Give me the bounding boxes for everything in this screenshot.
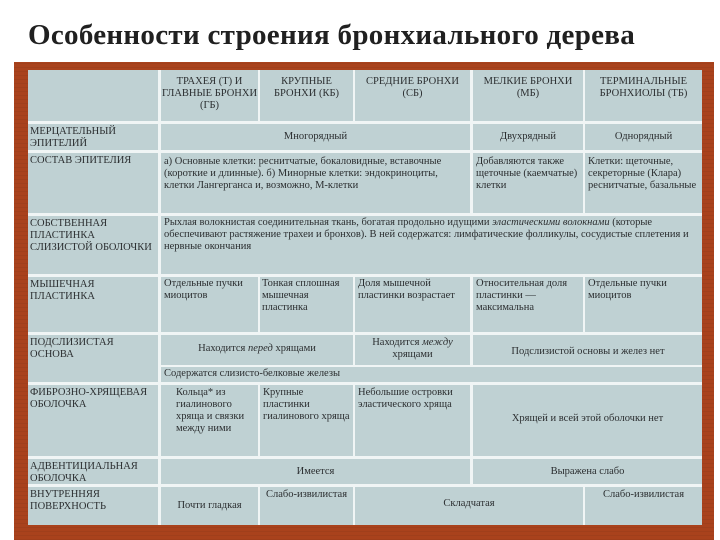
row-label-lamina-propria: СОБСТВЕННАЯ ПЛАСТИНКА СЛИЗИСТОЙ ОБОЛОЧКИ [30, 218, 152, 253]
header-large-bronchi: КРУПНЫЕ БРОНХИ (КБ) [274, 76, 339, 99]
grid-line [353, 383, 355, 457]
composition-terminal: Клетки: щеточные, секреторные (Клара) реснитчатые, базальные [588, 156, 697, 191]
grid-line [28, 213, 702, 216]
submucosa-between: между [422, 337, 453, 348]
header-terminal-bronchioles: ТЕРМИНАЛЬНЫЕ БРОНХИОЛЫ (ТБ) [599, 76, 688, 99]
submucosa-cartilages: хрящами [392, 349, 433, 360]
header-medium-bronchi: СРЕДНИЕ БРОНХИ (СБ) [366, 76, 459, 99]
submucosa-glands: Содержатся слизисто-белковые железы [164, 368, 341, 379]
fibrocartilage-large: Крупные пластинки гиалинового хряща [263, 387, 350, 422]
row-label-fibrocartilage: ФИБРОЗНО-ХРЯЩЕВАЯ ОБОЛОЧКА [30, 387, 148, 410]
muscle-small: Относительная доля пластинки — максимальна [476, 278, 568, 313]
epithelium-multirow: Многорядный [283, 131, 348, 142]
header-trachea: ТРАХЕЯ (Т) И ГЛАВНЫЕ БРОНХИ (ГБ) [161, 76, 258, 111]
row-label-epithelium: МЕРЦАТЕЛЬНЫЙ ЭПИТЕЛИЙ [30, 126, 116, 149]
muscle-large: Тонкая сплошная мышечная пластинка [262, 278, 340, 313]
grid-line [353, 275, 355, 333]
grid-line [28, 332, 702, 335]
lamina-text-italic: эластическими волокнами [492, 217, 610, 228]
row-label-adventitia: АДВЕНТИЦИАЛЬНАЯ ОБОЛОЧКА [30, 461, 138, 484]
submucosa-none: Подслизистой основы и желез нет [511, 346, 665, 357]
grid-line [28, 274, 702, 277]
fibrocartilage-trachea: Кольца* из гиалинового хряща и связки между ними [176, 387, 245, 434]
surface-medium-small: Складчатая [443, 498, 495, 509]
muscle-medium: Доля мышечной пластинки возрастает [358, 278, 455, 301]
submucosa-cartilage: хрящами [275, 343, 316, 354]
row-label-muscle: МЫШЕЧНАЯ ПЛАСТИНКА [30, 279, 95, 302]
surface-terminal: Слабо-извилистая [602, 489, 685, 500]
composition-main-cells: а) Основные клетки: реснитчатые, бокаловидные, вставочные (короткие и длинные). б) Минорные клетки: эндокриноциты, клетки Лангерганса и, возможно, М-клетки [164, 156, 442, 191]
submucosa-located: Находится [198, 343, 246, 354]
grid-line [28, 484, 702, 487]
adventitia-present: Имеется [296, 466, 335, 477]
slide-title: Особенности строения бронхиального дерева [28, 19, 636, 51]
grid-line [470, 333, 473, 365]
lamina-propria-description [164, 217, 700, 274]
lamina-text-a: Рыхлая волокнистая соединительная ткань, богатая продольно идущими [164, 217, 490, 228]
bronchial-tree-table [28, 70, 702, 525]
fibrocartilage-none: Хрящей и всей этой оболочки нет [511, 413, 664, 424]
submucosa-before-cartilage [161, 343, 353, 363]
grid-line [258, 383, 260, 457]
fibrocartilage-medium: Небольшие островки эластического хряща [358, 387, 453, 410]
surface-trachea: Почти гладкая [177, 500, 242, 511]
grid-line [28, 382, 702, 385]
grid-line [470, 275, 473, 333]
row-label-inner-surface: ВНУТРЕННЯЯ ПОВЕРХНОСТЬ [30, 489, 107, 512]
lamina-text-b: (которые обеспечивают растяжение трахеи и бронхов). В ней содержатся: лимфатические фолликулы, сосудистые сплетения и нервные окончания [164, 217, 689, 252]
muscle-terminal: Отдельные пучки миоцитов [588, 278, 667, 301]
submucosa-between-cartilage [355, 337, 470, 365]
row-label-composition: СОСТАВ ЭПИТЕЛИЯ [30, 155, 132, 166]
submucosa-located-2: Находится [372, 337, 420, 348]
grid-line [28, 121, 702, 124]
epithelium-double: Двухрядный [500, 131, 556, 142]
grid-line [258, 275, 260, 333]
grid-line [28, 456, 702, 459]
header-small-bronchi: МЕЛКИЕ БРОНХИ (МБ) [483, 76, 573, 99]
adventitia-weak: Выражена слабо [550, 466, 625, 477]
epithelium-single: Однорядный [614, 131, 673, 142]
surface-large: Слабо-извилистая [265, 489, 348, 500]
grid-line [583, 275, 585, 333]
submucosa-before: перед [248, 343, 273, 354]
grid-line [28, 150, 702, 153]
row-label-submucosa: ПОДСЛИЗИСТАЯ ОСНОВА [30, 337, 114, 360]
composition-small-bronchi: Добавляются также щеточные (каемчатые) клетки [476, 156, 578, 191]
muscle-trachea: Отдельные пучки миоцитов [164, 278, 243, 301]
